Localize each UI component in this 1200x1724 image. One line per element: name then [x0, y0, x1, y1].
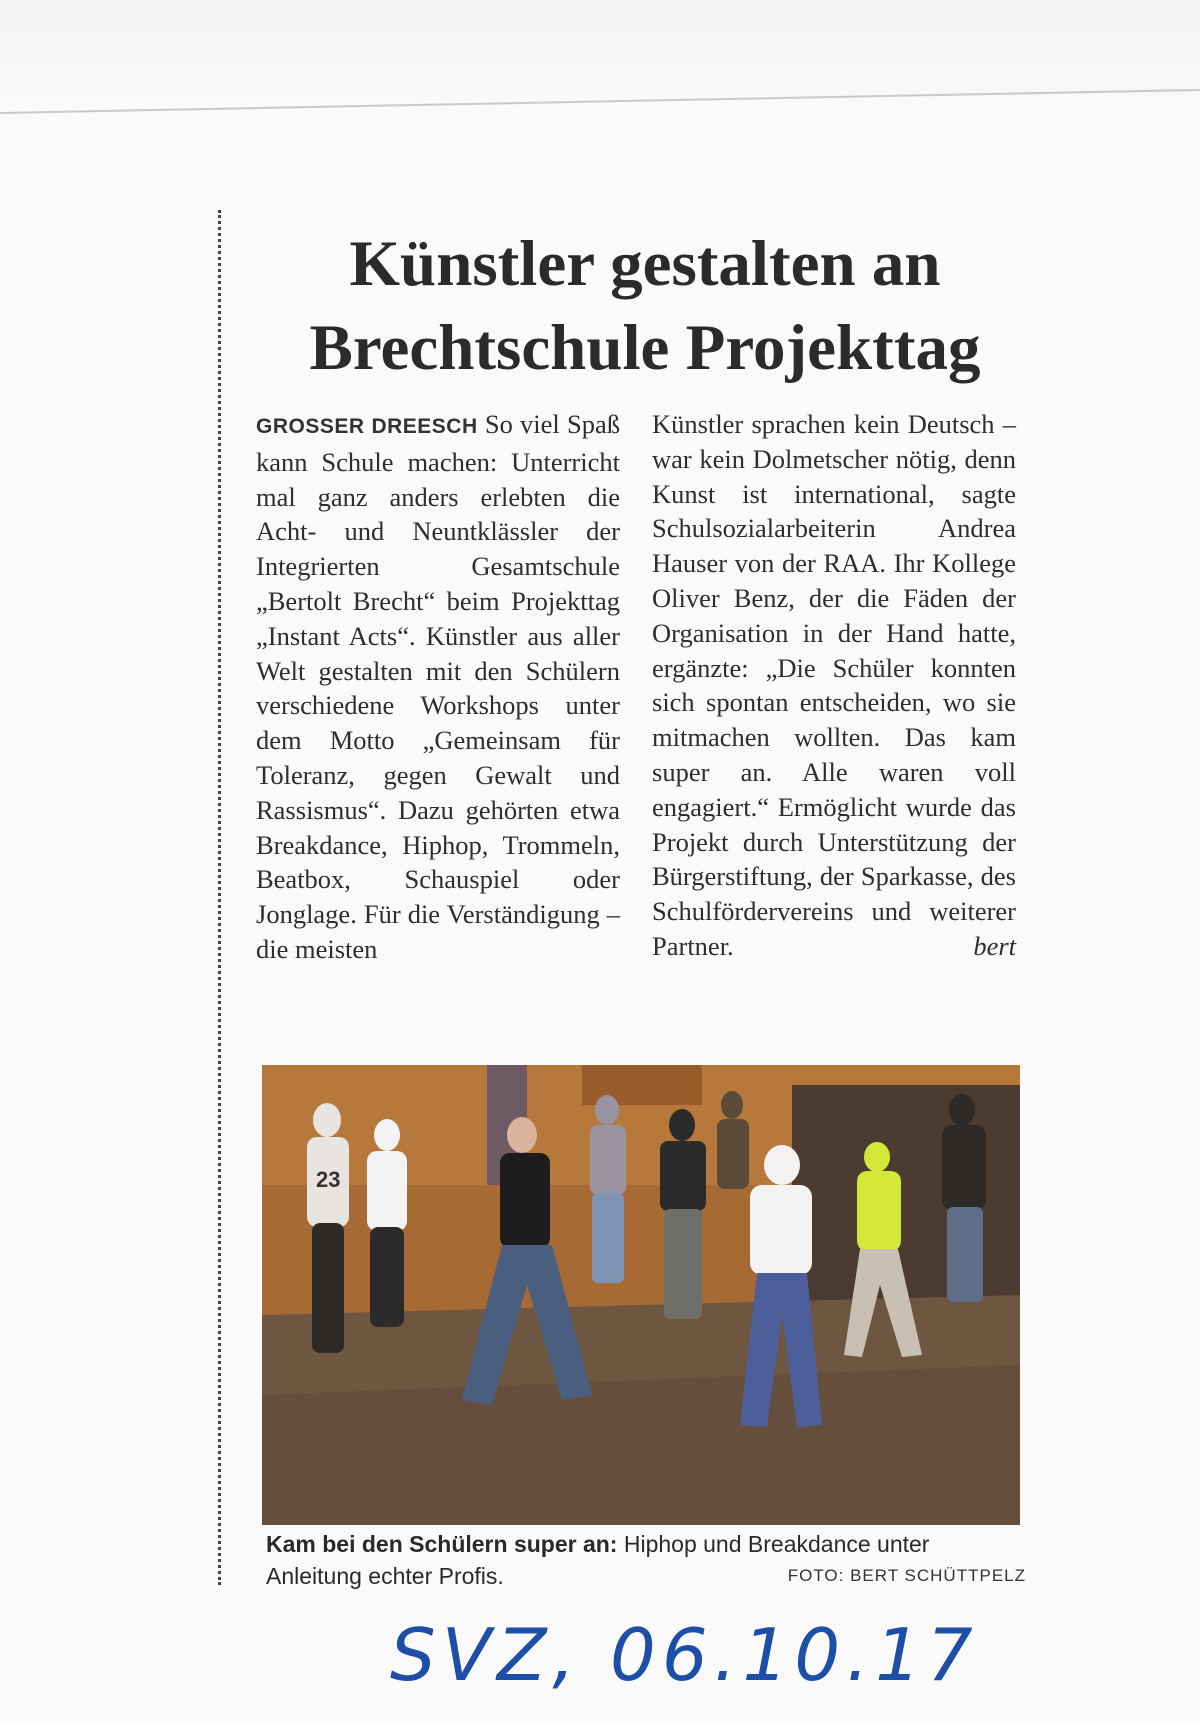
shirt-number-text: 23	[316, 1167, 341, 1192]
column-right-text: Künstler sprachen kein Deutsch – war kein Dolmetscher nötig, denn Kunst ist international, sagte Schulsozialarbeiterin Andrea Hauser von der RAA. Ihr Kollege Oliver Benz, der die Fäden der Organisation in der Hand hatte, ergänzte: „Die Schüler konnten sich spontan entscheiden, wo sie mitmachen wollten. Das kam super an. Alle waren voll engagiert.“ Ermöglicht wurde das Projekt durch Unterstützung der Bürgerstiftung, der Sparkasse, des Schulfördervereins und weiterer Partner.	[652, 409, 1016, 961]
caption-text: Hiphop und Breakdance unter Anleitung echter Profis.	[266, 1531, 930, 1589]
author-signature: bert	[973, 930, 1016, 961]
headline-line-1: Künstler gestalten an	[349, 228, 941, 300]
article-headline	[255, 222, 1035, 390]
dateline: GROSSER DREESCH	[256, 415, 478, 438]
handwritten-note-text: SVZ, 06.10.17	[390, 1613, 979, 1697]
photo-caption	[266, 1528, 1026, 1592]
dance-scene-illustration	[262, 1065, 1020, 1525]
photo-credit: FOTO: BERT SCHÜTTPELZ	[787, 1566, 1026, 1585]
clipping-cut-line	[218, 210, 221, 1585]
handwritten-date-note	[380, 1590, 980, 1710]
article-photo	[262, 1065, 1020, 1525]
article-column-right	[652, 407, 1016, 964]
column-left-text: So viel Spaß kann Schule machen: Unterricht mal ganz anders erlebten die Acht- und Neuntklässler der Integrierten Gesamtschule „Bertolt Brecht“ beim Projekttag „Instant Acts“. Künstler aus aller Welt gestalten mit den Schülern verschiedene Workshops unter dem Motto „Gemeinsam für Toleranz, gegen Gewalt und Rassismus“. Dazu gehörten etwa Breakdance, Hiphop, Trommeln, Beatbox, Schauspiel oder Jonglage. Für die Verständigung – die meisten	[256, 409, 620, 964]
article-column-left	[256, 407, 620, 967]
paper-top-edge	[0, 0, 1200, 125]
headline-line-2: Brechtschule Projekttag	[309, 312, 981, 384]
caption-bold-text: Kam bei den Schülern super an:	[266, 1531, 618, 1557]
